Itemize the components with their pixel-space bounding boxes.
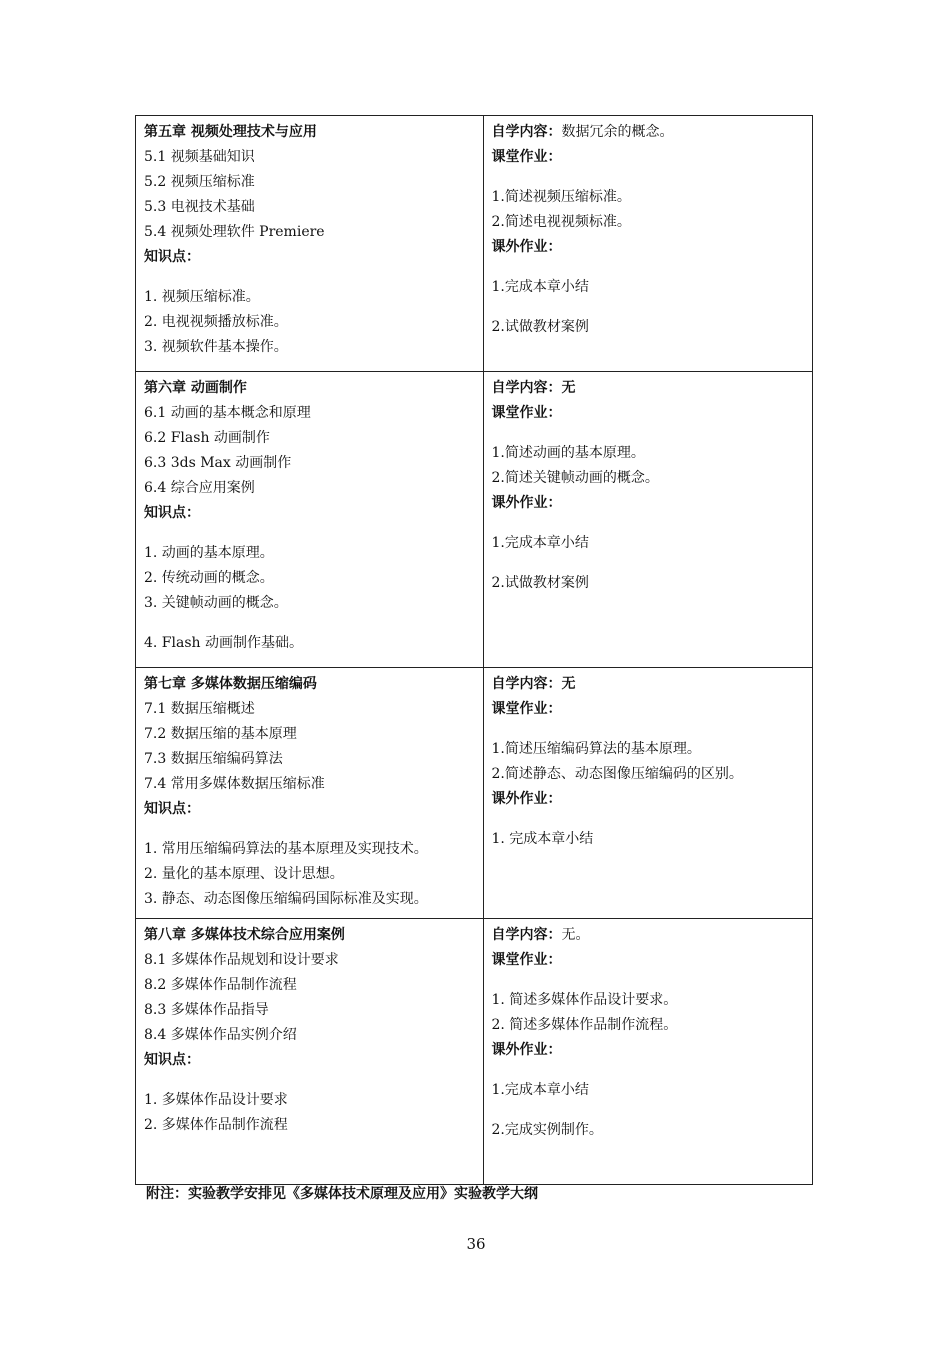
knowledge-point: 1. 多媒体作品设计要求 — [144, 1092, 288, 1108]
homework-item: 2.试做教材案例 — [491, 319, 589, 335]
classwork-label: 课堂作业： — [491, 701, 562, 717]
homework-item: 1.完成本章小结 — [491, 1082, 589, 1098]
knowledge-point: 3. 视频软件基本操作。 — [144, 339, 288, 355]
classwork-item: 2.简述关键帧动画的概念。 — [491, 470, 659, 486]
knowledge-point: 2. 多媒体作品制作流程 — [144, 1117, 288, 1133]
homework-item: 1. 完成本章小结 — [491, 831, 594, 847]
self-study — [492, 923, 805, 948]
homework-label: 课外作业： — [491, 791, 562, 807]
self-study-label: 自学内容： — [491, 380, 562, 396]
homework-label: 课外作业： — [491, 1042, 562, 1058]
section-item: 8.4 多媒体作品实例介绍 — [144, 1027, 297, 1043]
self-study — [492, 120, 805, 145]
knowledge-point: 1. 视频压缩标准。 — [144, 289, 260, 305]
self-study-value: 无 — [561, 380, 576, 396]
syllabus-table — [135, 115, 813, 1185]
homework-item: 2.完成实例制作。 — [491, 1122, 603, 1138]
chapter-row — [136, 116, 813, 372]
section-item: 8.1 多媒体作品规划和设计要求 — [144, 952, 339, 968]
section-item: 5.1 视频基础知识 — [144, 149, 255, 165]
chapter-title: 第六章 动画制作 — [144, 380, 247, 396]
self-study — [492, 672, 805, 697]
classwork-item: 1.简述视频压缩标准。 — [491, 189, 631, 205]
section-item: 7.2 数据压缩的基本原理 — [144, 726, 297, 742]
homework-item: 1.完成本章小结 — [491, 279, 589, 295]
homework-label: 课外作业： — [491, 239, 562, 255]
section-item: 7.3 数据压缩编码算法 — [144, 751, 283, 767]
self-study-label: 自学内容： — [491, 927, 562, 943]
chapter-title: 第五章 视频处理技术与应用 — [144, 124, 317, 140]
section-item: 5.4 视频处理软件 Premiere — [144, 224, 325, 240]
chapter-row — [136, 372, 813, 668]
knowledge-point: 3. 关键帧动画的概念。 — [144, 595, 288, 611]
classwork-item: 2.简述电视视频标准。 — [491, 214, 631, 230]
knowledge-label: 知识点： — [144, 1052, 200, 1068]
classwork-label: 课堂作业： — [491, 952, 562, 968]
chapter-content-cell — [136, 116, 484, 372]
knowledge-point: 4. Flash 动画制作基础。 — [144, 635, 303, 651]
assignment-cell — [483, 116, 813, 372]
classwork-item: 1.简述压缩编码算法的基本原理。 — [491, 741, 701, 757]
assignment-cell — [483, 919, 813, 1185]
section-item: 7.1 数据压缩概述 — [144, 701, 255, 717]
self-study — [492, 376, 805, 401]
section-item: 6.2 Flash 动画制作 — [144, 430, 270, 446]
self-study-label: 自学内容： — [491, 124, 562, 140]
classwork-item: 1.简述动画的基本原理。 — [491, 445, 645, 461]
classwork-item: 2. 简述多媒体作品制作流程。 — [491, 1017, 678, 1033]
section-item: 7.4 常用多媒体数据压缩标准 — [144, 776, 325, 792]
chapter-content-cell — [136, 919, 484, 1185]
chapter-content-cell — [136, 372, 484, 668]
knowledge-point: 2. 量化的基本原理、设计思想。 — [144, 866, 344, 882]
section-item: 8.2 多媒体作品制作流程 — [144, 977, 297, 993]
chapter-content-cell — [136, 668, 484, 919]
assignment-cell — [483, 372, 813, 668]
classwork-item: 2.简述静态、动态图像压缩编码的区别。 — [491, 766, 743, 782]
knowledge-label: 知识点： — [144, 801, 200, 817]
homework-label: 课外作业： — [491, 495, 562, 511]
homework-item: 2.试做教材案例 — [491, 575, 589, 591]
section-item: 5.3 电视技术基础 — [144, 199, 255, 215]
knowledge-point: 1. 常用压缩编码算法的基本原理及实现技术。 — [144, 841, 428, 857]
footnote: 附注：实验教学安排见《多媒体技术原理及应用》实验教学大纲 — [146, 1186, 538, 1202]
page-number: 36 — [466, 1235, 486, 1253]
knowledge-label: 知识点： — [144, 249, 200, 265]
classwork-label: 课堂作业： — [491, 405, 562, 421]
section-item: 5.2 视频压缩标准 — [144, 174, 255, 190]
self-study-value: 数据冗余的概念。 — [561, 124, 674, 140]
classwork-item: 1. 简述多媒体作品设计要求。 — [491, 992, 678, 1008]
chapter-title: 第八章 多媒体技术综合应用案例 — [144, 927, 345, 943]
self-study-value: 无。 — [561, 927, 590, 943]
knowledge-point: 2. 传统动画的概念。 — [144, 570, 274, 586]
section-item: 6.4 综合应用案例 — [144, 480, 255, 496]
assignment-cell — [483, 668, 813, 919]
knowledge-point: 1. 动画的基本原理。 — [144, 545, 274, 561]
chapter-row — [136, 919, 813, 1185]
section-item: 6.3 3ds Max 动画制作 — [144, 455, 292, 471]
section-item: 6.1 动画的基本概念和原理 — [144, 405, 311, 421]
homework-item: 1.完成本章小结 — [491, 535, 589, 551]
knowledge-label: 知识点： — [144, 505, 200, 521]
self-study-label: 自学内容： — [491, 676, 562, 692]
chapter-title: 第七章 多媒体数据压缩编码 — [144, 676, 317, 692]
chapter-row — [136, 668, 813, 919]
knowledge-point: 3. 静态、动态图像压缩编码国际标准及实现。 — [144, 891, 428, 907]
knowledge-point: 2. 电视视频播放标准。 — [144, 314, 288, 330]
section-item: 8.3 多媒体作品指导 — [144, 1002, 269, 1018]
classwork-label: 课堂作业： — [491, 149, 562, 165]
self-study-value: 无 — [561, 676, 576, 692]
